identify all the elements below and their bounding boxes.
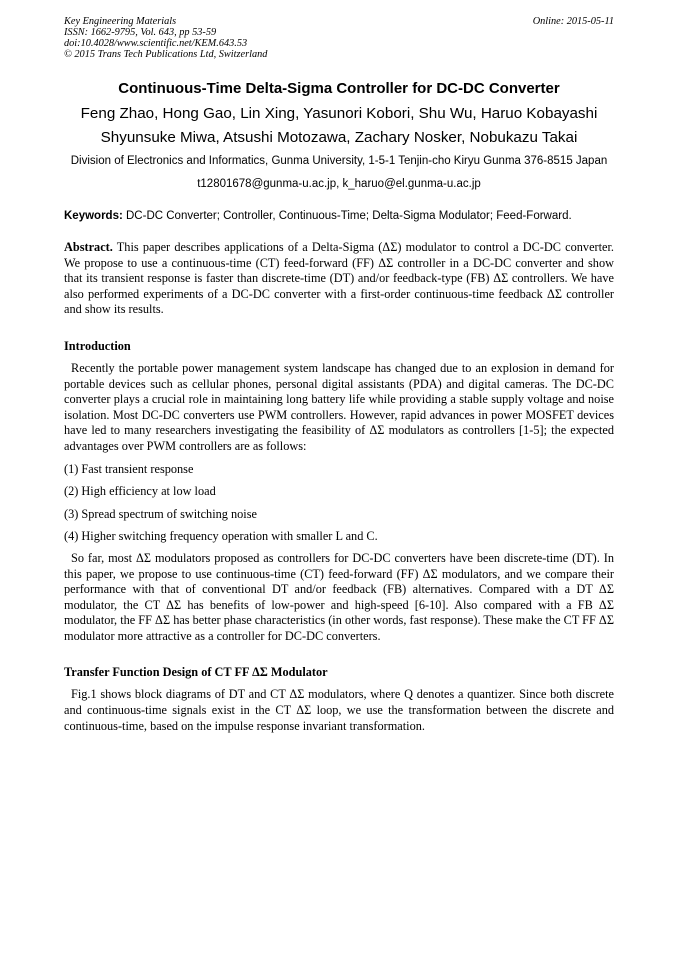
introduction-paragraph-1: Recently the portable power management system landscape has changed due to an explosion in demand for portable devices such as cellular phones, personal digital assistants (PDA) and digital cameras. The DC-DC converter plays a crucial role in maintaining long battery life while providing a stable supply voltage and noise isolation. Most DC-DC converters use PWM controllers. However, rapid advances in power MOSFET devices have led to many researchers investigating the feasibility of ΔΣ modulators as controllers [1-5]; the expected advantages over PWM controllers are as follows: (64, 360, 614, 453)
introduction-heading: Introduction (64, 338, 131, 353)
online-date: Online: 2015-05-11 (532, 16, 614, 27)
advantages-list (64, 462, 614, 545)
journal-header (64, 16, 614, 62)
journal-doi: doi:10.4028/www.scientific.net/KEM.643.53 (64, 38, 248, 49)
journal-issn: ISSN: 1662-9795, Vol. 643, pp 53-59 (64, 27, 217, 38)
list-item: (4) Higher switching frequency operation with smaller L and C. (64, 529, 378, 544)
authors-line-2: Shyunsuke Miwa, Atsushi Motozawa, Zachary Nosker, Nobukazu Takai (100, 129, 578, 146)
paper-page (64, 16, 614, 734)
author-emails: t12801678@gunma-u.ac.jp, k_haruo@el.gunma-u.ac.jp (197, 178, 481, 190)
paper-title: Continuous-Time Delta-Sigma Controller for DC-DC Converter (118, 80, 560, 97)
abstract-label: Abstract. (64, 240, 113, 254)
journal-copyright: © 2015 Trans Tech Publications Ltd, Switzerland (64, 49, 268, 60)
keywords-text: DC-DC Converter; Controller, Continuous-Time; Delta-Sigma Modulator; Feed-Forward. (126, 210, 572, 222)
introduction-paragraph-2: So far, most ΔΣ modulators proposed as controllers for DC-DC converters have been discrete-time (DT). In this paper, we propose to use continuous-time (CT) feed-forward (FF) ΔΣ modulators, and we compare their performance with that of conventional DT and/or feedback (FB) alternatives. Compared with a DT ΔΣ modulator, the CT ΔΣ has benefits of low-power and high-speed [6-10]. Also compared with a FB ΔΣ modulator, the FF ΔΣ has better phase characteristics (in other words, fast response). These make the CT FF ΔΣ modulator more attractive as a controller for DC-DC converters. (64, 550, 614, 643)
abstract (64, 240, 614, 318)
keywords-label: Keywords: (64, 210, 123, 222)
affiliation: Division of Electronics and Informatics, Gunma University, 1-5-1 Tenjin-cho Kiryu Gunma 376-8515 Japan (70, 155, 608, 167)
transfer-function-paragraph-1: Fig.1 shows block diagrams of DT and CT ΔΣ modulators, where Q denotes a quantizer. Since both discrete and continuous-time signals exist in the CT ΔΣ loop, we use the transformation between the discrete and continuous-time, based on the impulse response invariant transformation. (64, 687, 614, 733)
authors-line-1: Feng Zhao, Hong Gao, Lin Xing, Yasunori Kobori, Shu Wu, Haruo Kobayashi (80, 105, 598, 122)
list-item: (3) Spread spectrum of switching noise (64, 506, 257, 521)
abstract-text: This paper describes applications of a Delta-Sigma (ΔΣ) modulator to control a DC-DC converter. We propose to use a continuous-time (CT) feed-forward (FF) ΔΣ controller in a DC-DC converter and show that its transient response is faster than discrete-time (DT) and/or feedback-type (FB) ΔΣ controllers. We have also performed experiments of a DC-DC converter with a first-order continuous-time feedback ΔΣ controller and show its results. (64, 240, 614, 317)
author-list (64, 102, 614, 150)
list-item: (2) High efficiency at low load (64, 484, 216, 499)
journal-name: Key Engineering Materials (64, 16, 177, 27)
section-heading-transfer-function: Transfer Function Design of CT FF ΔΣ Modulator (64, 665, 328, 680)
list-item: (1) Fast transient response (64, 461, 194, 476)
keywords (64, 209, 614, 223)
